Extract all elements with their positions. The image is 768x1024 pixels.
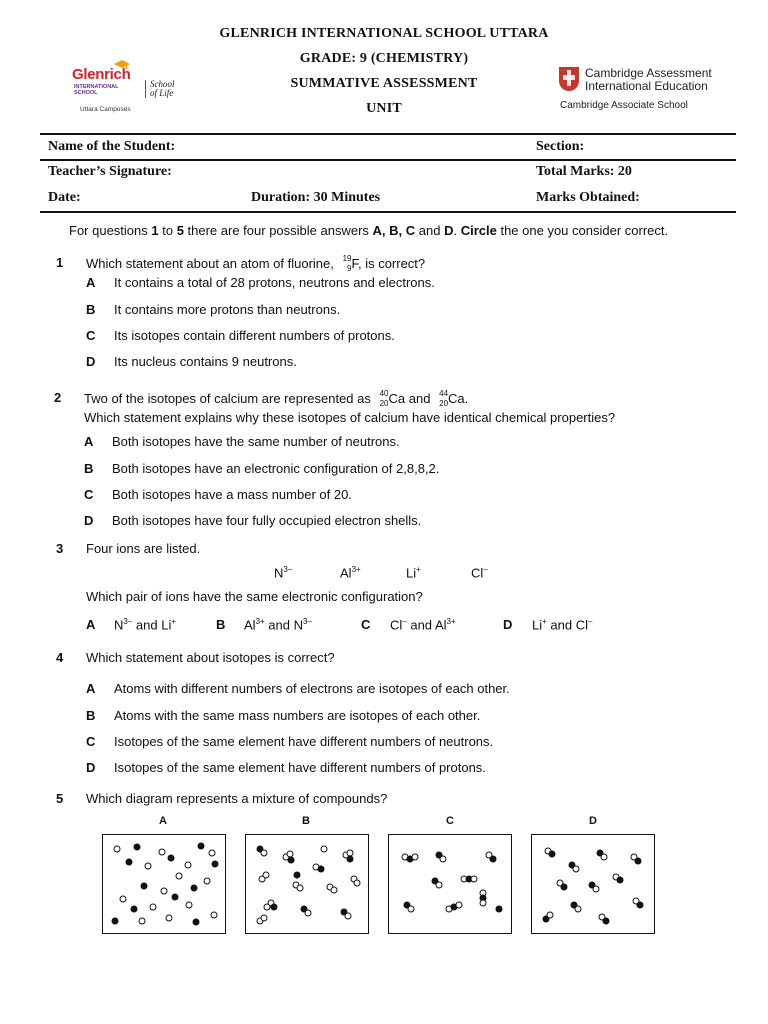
q3-b-ion1-charge: 3+ [255, 617, 265, 626]
q3-option-d-letter[interactable]: D [503, 617, 513, 632]
q1-stem-post: , is correct? [357, 256, 426, 271]
q3-ion-4-base: Cl [471, 565, 484, 581]
q2-iso1-mass: 40 [379, 389, 389, 398]
q3-d-ion2: Cl [575, 617, 588, 633]
q4-option-d[interactable]: Isotopes of the same element have different numbers of protons. [114, 760, 486, 775]
q3-d-and: and [546, 617, 576, 633]
q3-a-ion2-charge: + [171, 617, 177, 626]
q1-option-c-letter[interactable]: C [86, 328, 96, 343]
q3-stem: Four ions are listed. [86, 541, 201, 556]
logo-tagline-2: of Life [150, 88, 174, 98]
logo-sub-line1: INTERNATIONAL [74, 84, 119, 90]
cambridge-line1: Cambridge Assessment [585, 66, 712, 80]
date-label: Date: [48, 190, 81, 205]
q2-stem-2: Which statement explains why these isotopes of calcium have identical chemical properties? [84, 410, 616, 425]
q3-option-c[interactable] [390, 617, 456, 632]
q3-c-ion2: Al [434, 617, 447, 633]
logo-campus: Uttara Campuses [80, 106, 131, 113]
unit-line: UNIT [366, 101, 402, 116]
q1-iso-symbol: F [351, 256, 358, 271]
diagram-a-label: A [159, 815, 167, 827]
q4-option-a-letter[interactable]: A [86, 681, 96, 696]
instr-text-6: the one you consider correct. [496, 223, 669, 238]
q1-option-d-letter[interactable]: D [86, 354, 96, 369]
q3-option-b-letter[interactable]: B [216, 617, 226, 632]
q1-option-a-letter[interactable]: A [86, 275, 96, 290]
q2-option-b[interactable]: Both isotopes have an electronic configuration of 2,8,8,2. [112, 461, 440, 476]
diagram-b-label: B [302, 815, 310, 827]
q3-ion-2-charge: 3+ [351, 565, 361, 574]
q3-a-ion2: Li [161, 617, 172, 633]
instr-letter-d: D [444, 223, 454, 238]
q4-option-b-letter[interactable]: B [86, 708, 96, 723]
diagram-c-particles [389, 835, 511, 933]
cambridge-logo [559, 67, 729, 115]
q3-b-ion2: N [293, 617, 303, 633]
q3-b-ion1: Al [244, 617, 256, 633]
glenrich-logo [72, 66, 184, 120]
q2-option-a[interactable]: Both isotopes have the same number of neutrons. [112, 434, 400, 449]
mid-rule [40, 159, 736, 161]
q2-option-c-letter[interactable]: C [84, 487, 94, 502]
q3-ion-1-charge: 3– [283, 565, 293, 574]
q3-c-ion1: Cl [390, 617, 403, 633]
q2-iso2-z: 20 [439, 399, 449, 408]
q2-option-a-letter[interactable]: A [84, 434, 94, 449]
q2-option-b-letter[interactable]: B [84, 461, 94, 476]
logo-tagline-1: School [150, 79, 175, 89]
q4-option-d-letter[interactable]: D [86, 760, 96, 775]
q2-stem-end: . [464, 391, 469, 406]
q3-c-ion1-charge: – [402, 617, 407, 626]
q1-option-d[interactable]: Its nucleus contains 9 neutrons. [114, 354, 297, 369]
top-rule [40, 133, 736, 135]
diagram-a[interactable] [102, 834, 226, 934]
q1-iso-mass: 19 [342, 254, 352, 263]
instr-letters: A, B, C [372, 223, 416, 238]
student-name-label: Name of the Student: [48, 139, 176, 154]
q4-stem: Which statement about isotopes is correct? [86, 650, 335, 665]
q2-number: 2 [54, 390, 62, 405]
q1-option-b[interactable]: It contains more protons than neutrons. [114, 302, 341, 317]
diagram-b[interactable] [245, 834, 369, 934]
q3-option-c-letter[interactable]: C [361, 617, 371, 632]
diagram-d[interactable] [531, 834, 655, 934]
q2-iso1-z: 20 [379, 399, 389, 408]
cambridge-shield-icon [559, 67, 579, 91]
q3-ion-1-base: N [274, 565, 284, 581]
q4-number: 4 [56, 650, 64, 665]
q2-isotope-1 [375, 390, 389, 406]
cambridge-line2: International Education [585, 79, 708, 93]
q2-iso2-mass: 44 [439, 389, 449, 398]
q3-ion-2-base: Al [340, 565, 352, 581]
q3-b-ion2-charge: 3– [303, 617, 312, 626]
instr-text-3: there are four possible answers [183, 223, 373, 238]
duration: Duration: 30 Minutes [251, 190, 381, 205]
q4-option-b[interactable]: Atoms with the same mass numbers are isotopes of each other. [114, 708, 481, 723]
instr-text-4: and [415, 223, 445, 238]
q3-stem-2: Which pair of ions have the same electronic configuration? [86, 589, 423, 604]
diagram-d-particles [532, 835, 654, 933]
instr-circle: Circle [460, 223, 497, 238]
instr-text-2: to [158, 223, 177, 238]
q2-stem [84, 390, 468, 407]
q4-option-a[interactable]: Atoms with different numbers of electrons are isotopes of each other. [114, 681, 510, 696]
q2-stem-pre: Two of the isotopes of calcium are represented as [84, 391, 375, 406]
logo-brand: Glenrich [72, 66, 131, 83]
q1-number: 1 [56, 255, 64, 270]
q4-option-c[interactable]: Isotopes of the same element have different numbers of neutrons. [114, 734, 494, 749]
q1-iso-z: 9 [347, 264, 352, 273]
q1-option-a[interactable]: It contains a total of 28 protons, neutrons and electrons. [114, 275, 435, 290]
q1-stem-pre: Which statement about an atom of fluorine, [86, 256, 338, 271]
q2-iso1-symbol: Ca [388, 391, 406, 406]
marks-obtained-label: Marks Obtained: [536, 190, 640, 205]
q4-option-c-letter[interactable]: C [86, 734, 96, 749]
q3-option-b[interactable] [244, 617, 312, 632]
q3-d-ion1: Li [532, 617, 543, 633]
q3-ion-3 [406, 562, 421, 581]
q1-option-b-letter[interactable]: B [86, 302, 96, 317]
q2-option-d-letter[interactable]: D [84, 513, 94, 528]
q3-ion-3-base: Li [406, 565, 417, 581]
diagram-c[interactable] [388, 834, 512, 934]
q3-c-and: and [406, 617, 435, 633]
q3-a-and: and [132, 617, 162, 633]
instr-text-1: For questions [69, 223, 152, 238]
q1-isotope [337, 255, 351, 271]
logo-tagline [145, 80, 175, 98]
instruction [69, 223, 749, 239]
q3-b-and: and [264, 617, 294, 633]
q5-number: 5 [56, 791, 64, 806]
q3-c-ion2-charge: 3+ [446, 617, 456, 626]
q3-ion-2 [340, 562, 361, 581]
q2-option-c[interactable]: Both isotopes have a mass number of 20. [112, 487, 352, 502]
school-name: GLENRICH INTERNATIONAL SCHOOL UTTARA [219, 26, 549, 41]
cambridge-line3: Cambridge Associate School [560, 100, 688, 111]
logo-brand-sub [74, 84, 119, 96]
diagram-b-particles [246, 835, 368, 933]
total-marks: Total Marks: 20 [536, 164, 632, 179]
diagram-a-particles [103, 835, 225, 933]
instr-text-5: . [453, 223, 461, 238]
q3-option-a[interactable] [114, 617, 176, 632]
diagram-d-label: D [589, 815, 597, 827]
q3-a-ion1: N [114, 617, 124, 633]
q1-stem [86, 255, 425, 272]
q2-option-d[interactable]: Both isotopes have four fully occupied electron shells. [112, 513, 422, 528]
q2-isotope-2 [434, 390, 448, 406]
teacher-signature-label: Teacher’s Signature: [48, 164, 172, 179]
q2-and: and [405, 391, 435, 406]
instr-num-2: 5 [176, 223, 184, 238]
q3-ion-4-charge: – [483, 565, 488, 574]
q3-a-ion1-charge: 3– [123, 617, 133, 626]
instr-num-1: 1 [151, 223, 159, 238]
q5-stem: Which diagram represents a mixture of compounds? [86, 791, 388, 806]
q3-d-ion1-charge: + [542, 617, 547, 626]
grade-line: GRADE: 9 (CHEMISTRY) [299, 51, 469, 66]
q3-ion-3-charge: + [416, 565, 421, 574]
assessment-line: SUMMATIVE ASSESSMENT [290, 76, 478, 91]
q3-option-a-letter[interactable]: A [86, 617, 96, 632]
logo-sub-line2: SCHOOL [74, 90, 98, 96]
q3-number: 3 [56, 541, 64, 556]
section-label: Section: [536, 139, 585, 154]
q3-ion-4 [471, 562, 488, 581]
q1-option-c[interactable]: Its isotopes contain different numbers of protons. [114, 328, 395, 343]
q2-iso2-symbol: Ca [448, 391, 465, 406]
diagram-c-label: C [446, 815, 454, 827]
bottom-rule [40, 211, 736, 213]
q3-d-ion2-charge: – [588, 617, 593, 626]
q3-ion-1 [274, 562, 292, 581]
q3-option-d[interactable] [532, 617, 592, 632]
